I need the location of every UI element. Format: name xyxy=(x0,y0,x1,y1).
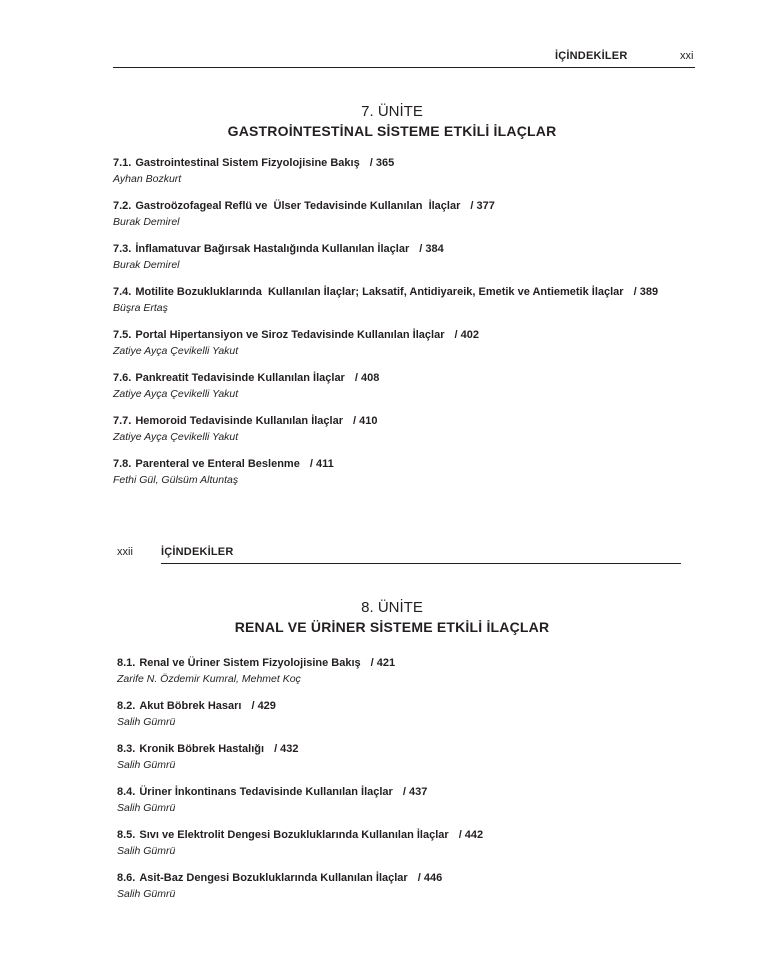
section-title: Kronik Böbrek Hastalığı xyxy=(139,743,265,755)
toc-entry xyxy=(117,742,483,785)
toc-entry xyxy=(113,285,658,328)
section-page-number: / 384 xyxy=(419,243,444,255)
section-title: Renal ve Üriner Sistem Fizyolojisine Bakış xyxy=(139,657,361,669)
header-rule xyxy=(113,67,695,68)
section-authors: Zatiye Ayça Çevikelli Yakut xyxy=(113,431,239,443)
section-number: 8.1. xyxy=(117,657,136,669)
toc-heading xyxy=(117,656,483,670)
toc-entry xyxy=(113,371,658,414)
toc-entry xyxy=(113,328,658,371)
unit-number: 7. ÜNİTE xyxy=(361,103,423,120)
running-header-title: İÇİNDEKİLER xyxy=(555,50,628,62)
toc-entry xyxy=(113,414,658,457)
section-title: Gastrointestinal Sistem Fizyolojisine Bakış xyxy=(135,157,360,169)
toc-heading xyxy=(117,785,483,799)
toc-entry xyxy=(117,699,483,742)
header-rule xyxy=(161,563,681,564)
section-page-number: / 446 xyxy=(417,872,443,884)
toc-heading xyxy=(113,414,658,428)
section-number: 7.6. xyxy=(113,372,132,384)
toc-heading xyxy=(117,742,483,756)
section-authors: Salih Gümrü xyxy=(117,802,176,814)
section-authors: Salih Gümrü xyxy=(117,888,176,900)
toc-entry xyxy=(117,785,483,828)
section-title: Akut Böbrek Hasarı xyxy=(139,700,242,712)
section-title: Asit-Baz Dengesi Bozukluklarında Kullanılan İlaçlar xyxy=(139,872,408,884)
section-title: Sıvı ve Elektrolit Dengesi Bozukluklarında Kullanılan İlaçlar xyxy=(139,829,449,841)
toc-entry xyxy=(117,656,483,699)
section-number: 8.3. xyxy=(117,743,136,755)
section-number: 8.5. xyxy=(117,829,136,841)
section-page-number: / 389 xyxy=(633,286,659,298)
section-title: İnflamatuvar Bağırsak Hastalığında Kullanılan İlaçlar xyxy=(135,243,410,255)
section-title: Üriner İnkontinans Tedavisinde Kullanılan İlaçlar xyxy=(139,786,393,798)
toc-heading xyxy=(113,242,658,256)
unit-number: 8. ÜNİTE xyxy=(361,599,423,616)
page-number: xxii xyxy=(117,546,133,558)
section-title: Hemoroid Tedavisinde Kullanılan İlaçlar xyxy=(135,415,343,427)
section-authors: Salih Gümrü xyxy=(117,845,176,857)
section-page-number: / 421 xyxy=(370,657,396,669)
section-authors: Ayhan Bozkurt xyxy=(113,173,182,185)
section-authors: Zatiye Ayça Çevikelli Yakut xyxy=(113,388,239,400)
section-number: 8.6. xyxy=(117,872,136,884)
toc-heading xyxy=(113,457,658,471)
section-title: Pankreatit Tedavisinde Kullanılan İlaçlar xyxy=(135,372,345,384)
section-page-number: / 377 xyxy=(470,200,495,212)
toc-heading xyxy=(117,871,483,885)
section-number: 8.4. xyxy=(117,786,136,798)
section-title: Parenteral ve Enteral Beslenme xyxy=(135,458,300,470)
section-number: 7.7. xyxy=(113,415,132,427)
toc-heading xyxy=(117,699,483,713)
toc-heading xyxy=(113,371,658,385)
section-page-number: / 365 xyxy=(369,157,395,169)
toc-entry xyxy=(113,242,658,285)
toc-heading xyxy=(113,199,658,213)
section-number: 7.1. xyxy=(113,157,132,169)
toc-entry xyxy=(113,199,658,242)
section-authors: Burak Demirel xyxy=(113,216,180,228)
section-authors: Zatiye Ayça Çevikelli Yakut xyxy=(113,345,239,357)
section-number: 7.8. xyxy=(113,458,132,470)
section-page-number: / 411 xyxy=(309,458,334,470)
section-page-number: / 432 xyxy=(274,743,299,755)
section-authors: Burak Demirel xyxy=(113,259,180,271)
section-title: Motilite Bozukluklarında Kullanılan İlaçlar; Laksatif, Antidiyareik, Emetik ve Antiemetik İlaçlar xyxy=(135,286,624,298)
toc-list xyxy=(113,156,658,500)
section-authors: Salih Gümrü xyxy=(117,716,176,728)
section-page-number: / 442 xyxy=(458,829,484,841)
section-authors: Fethi Gül, Gülsüm Altuntaş xyxy=(113,474,239,486)
section-page-number: / 408 xyxy=(354,372,380,384)
toc-list xyxy=(117,656,483,914)
toc-entry xyxy=(117,871,483,914)
toc-heading xyxy=(113,285,658,299)
section-title: Portal Hipertansiyon ve Siroz Tedavisinde Kullanılan İlaçlar xyxy=(135,329,445,341)
section-authors: Zarife N. Özdemir Kumral, Mehmet Koç xyxy=(117,673,301,685)
section-number: 8.2. xyxy=(117,700,136,712)
section-page-number: / 402 xyxy=(454,329,479,341)
section-page-number: / 437 xyxy=(402,786,428,798)
section-number: 7.4. xyxy=(113,286,132,298)
section-number: 7.3. xyxy=(113,243,132,255)
page-xxii xyxy=(0,520,784,960)
toc-heading xyxy=(113,156,658,170)
section-number: 7.5. xyxy=(113,329,132,341)
page-number: xxi xyxy=(680,50,694,62)
section-page-number: / 429 xyxy=(251,700,276,712)
section-page-number: / 410 xyxy=(353,415,378,427)
section-authors: Büşra Ertaş xyxy=(113,302,168,314)
unit-title: RENAL VE ÜRİNER SİSTEME ETKİLİ İLAÇLAR xyxy=(234,619,550,635)
unit-title: GASTROİNTESTİNAL SİSTEME ETKİLİ İLAÇLAR xyxy=(227,123,557,139)
toc-entry xyxy=(117,828,483,871)
toc-heading xyxy=(113,328,658,342)
running-header-title: İÇİNDEKİLER xyxy=(161,546,234,558)
toc-heading xyxy=(117,828,483,842)
toc-entry xyxy=(113,457,658,500)
section-number: 7.2. xyxy=(113,200,132,212)
section-authors: Salih Gümrü xyxy=(117,759,176,771)
section-title: Gastroözofageal Reflü ve Ülser Tedavisinde Kullanılan İlaçlar xyxy=(135,200,461,212)
toc-entry xyxy=(113,156,658,199)
